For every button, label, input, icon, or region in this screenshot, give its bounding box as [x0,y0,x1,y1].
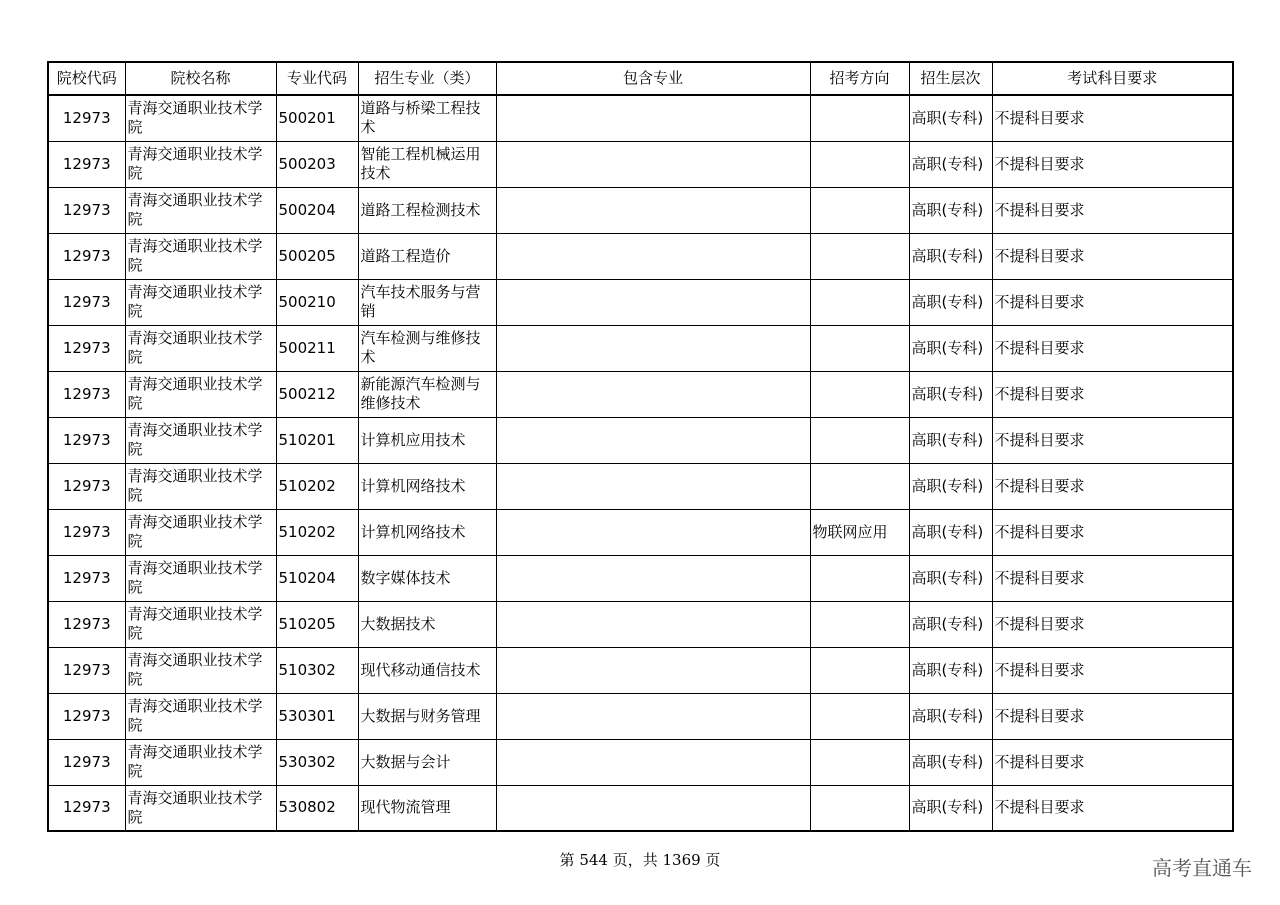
cell-direction [810,371,909,417]
cell-school-code: 12973 [48,187,125,233]
cell-subject-requirement: 不提科目要求 [992,279,1233,325]
cell-school-code: 12973 [48,233,125,279]
table-row [48,555,1233,601]
cell-subject-requirement: 不提科目要求 [992,785,1233,831]
cell-direction [810,693,909,739]
table-row [48,417,1233,463]
cell-included-majors [496,95,810,141]
table-row [48,279,1233,325]
page-number: 第 544 页，共 1369 页 [559,851,721,869]
cell-level: 高职(专科) [909,739,992,785]
cell-school-code: 12973 [48,141,125,187]
cell-school-name: 青海交通职业技术学院 [125,555,276,601]
cell-school-code: 12973 [48,509,125,555]
cell-direction [810,141,909,187]
cell-school-name: 青海交通职业技术学院 [125,371,276,417]
cell-included-majors [496,739,810,785]
cell-subject-requirement: 不提科目要求 [992,141,1233,187]
cell-major-name: 现代移动通信技术 [358,647,496,693]
cell-major-name: 新能源汽车检测与维修技术 [358,371,496,417]
cell-included-majors [496,463,810,509]
cell-direction [810,187,909,233]
cell-major-name: 大数据与财务管理 [358,693,496,739]
table-row [48,187,1233,233]
cell-level: 高职(专科) [909,785,992,831]
cell-school-name: 青海交通职业技术学院 [125,647,276,693]
cell-school-name: 青海交通职业技术学院 [125,739,276,785]
table-row [48,647,1233,693]
table-row [48,601,1233,647]
cell-major-code: 530802 [276,785,358,831]
cell-level: 高职(专科) [909,463,992,509]
cell-school-name: 青海交通职业技术学院 [125,785,276,831]
cell-direction [810,739,909,785]
cell-subject-requirement: 不提科目要求 [992,555,1233,601]
cell-direction [810,555,909,601]
cell-subject-requirement: 不提科目要求 [992,325,1233,371]
cell-major-name: 计算机网络技术 [358,509,496,555]
cell-direction [810,417,909,463]
cell-included-majors [496,693,810,739]
cell-school-name: 青海交通职业技术学院 [125,233,276,279]
cell-school-code: 12973 [48,95,125,141]
cell-major-name: 大数据与会计 [358,739,496,785]
cell-school-name: 青海交通职业技术学院 [125,693,276,739]
cell-school-code: 12973 [48,279,125,325]
table-row [48,95,1233,141]
cell-major-code: 530302 [276,739,358,785]
cell-major-code: 500204 [276,187,358,233]
cell-major-name: 智能工程机械运用技术 [358,141,496,187]
cell-school-name: 青海交通职业技术学院 [125,187,276,233]
cell-school-code: 12973 [48,417,125,463]
cell-included-majors [496,785,810,831]
cell-level: 高职(专科) [909,95,992,141]
cell-major-code: 510204 [276,555,358,601]
cell-direction [810,95,909,141]
cell-school-code: 12973 [48,325,125,371]
cell-direction [810,647,909,693]
cell-major-name: 现代物流管理 [358,785,496,831]
cell-major-name: 计算机应用技术 [358,417,496,463]
cell-subject-requirement: 不提科目要求 [992,233,1233,279]
cell-subject-requirement: 不提科目要求 [992,509,1233,555]
admissions-table [47,61,1234,832]
cell-major-name: 汽车检测与维修技术 [358,325,496,371]
table-row [48,693,1233,739]
cell-level: 高职(专科) [909,141,992,187]
cell-direction [810,325,909,371]
cell-major-code: 510205 [276,601,358,647]
cell-school-name: 青海交通职业技术学院 [125,601,276,647]
header-row [48,62,1233,95]
cell-subject-requirement: 不提科目要求 [992,647,1233,693]
cell-school-name: 青海交通职业技术学院 [125,463,276,509]
cell-major-name: 汽车技术服务与营销 [358,279,496,325]
cell-major-name: 道路工程造价 [358,233,496,279]
header-included-majors: 包含专业 [496,62,810,95]
header-direction: 招考方向 [810,62,909,95]
cell-level: 高职(专科) [909,371,992,417]
cell-included-majors [496,601,810,647]
cell-major-code: 530301 [276,693,358,739]
cell-direction [810,279,909,325]
cell-subject-requirement: 不提科目要求 [992,693,1233,739]
header-school-name: 院校名称 [125,62,276,95]
cell-included-majors [496,555,810,601]
cell-level: 高职(专科) [909,693,992,739]
cell-included-majors [496,141,810,187]
cell-major-code: 510202 [276,463,358,509]
cell-major-code: 500205 [276,233,358,279]
cell-major-name: 道路工程检测技术 [358,187,496,233]
cell-subject-requirement: 不提科目要求 [992,601,1233,647]
cell-level: 高职(专科) [909,233,992,279]
header-level: 招生层次 [909,62,992,95]
cell-subject-requirement: 不提科目要求 [992,417,1233,463]
cell-level: 高职(专科) [909,417,992,463]
cell-school-code: 12973 [48,785,125,831]
cell-major-code: 510202 [276,509,358,555]
cell-school-name: 青海交通职业技术学院 [125,509,276,555]
cell-included-majors [496,279,810,325]
cell-included-majors [496,325,810,371]
cell-school-name: 青海交通职业技术学院 [125,325,276,371]
cell-subject-requirement: 不提科目要求 [992,187,1233,233]
table-row [48,509,1233,555]
cell-level: 高职(专科) [909,279,992,325]
table-row [48,325,1233,371]
header-major-code: 专业代码 [276,62,358,95]
cell-major-name: 道路与桥梁工程技术 [358,95,496,141]
watermark-logo: 高考直通车 [1152,856,1252,880]
cell-school-code: 12973 [48,463,125,509]
cell-major-code: 510302 [276,647,358,693]
cell-school-code: 12973 [48,647,125,693]
cell-included-majors [496,187,810,233]
cell-major-code: 510201 [276,417,358,463]
cell-school-code: 12973 [48,739,125,785]
cell-school-code: 12973 [48,371,125,417]
cell-major-name: 数字媒体技术 [358,555,496,601]
table-row [48,739,1233,785]
cell-school-name: 青海交通职业技术学院 [125,95,276,141]
cell-direction [810,785,909,831]
cell-major-code: 500203 [276,141,358,187]
cell-included-majors [496,647,810,693]
cell-school-code: 12973 [48,555,125,601]
table-row [48,141,1233,187]
cell-major-code: 500210 [276,279,358,325]
cell-school-name: 青海交通职业技术学院 [125,279,276,325]
cell-major-name: 大数据技术 [358,601,496,647]
table-row [48,233,1233,279]
cell-level: 高职(专科) [909,647,992,693]
cell-direction [810,463,909,509]
cell-subject-requirement: 不提科目要求 [992,463,1233,509]
header-school-code: 院校代码 [48,62,125,95]
cell-level: 高职(专科) [909,555,992,601]
cell-major-name: 计算机网络技术 [358,463,496,509]
table-row [48,371,1233,417]
cell-direction: 物联网应用 [810,509,909,555]
cell-subject-requirement: 不提科目要求 [992,95,1233,141]
cell-level: 高职(专科) [909,187,992,233]
cell-subject-requirement: 不提科目要求 [992,371,1233,417]
cell-included-majors [496,233,810,279]
cell-school-name: 青海交通职业技术学院 [125,141,276,187]
cell-school-name: 青海交通职业技术学院 [125,417,276,463]
cell-direction [810,601,909,647]
cell-major-code: 500211 [276,325,358,371]
cell-major-code: 500201 [276,95,358,141]
cell-school-code: 12973 [48,693,125,739]
header-subject-requirement: 考试科目要求 [992,62,1233,95]
cell-included-majors [496,509,810,555]
table-row [48,785,1233,831]
cell-included-majors [496,371,810,417]
cell-level: 高职(专科) [909,325,992,371]
cell-subject-requirement: 不提科目要求 [992,739,1233,785]
cell-direction [810,233,909,279]
cell-included-majors [496,417,810,463]
table-row [48,463,1233,509]
cell-major-code: 500212 [276,371,358,417]
header-major: 招生专业（类） [358,62,496,95]
cell-school-code: 12973 [48,601,125,647]
cell-level: 高职(专科) [909,601,992,647]
cell-level: 高职(专科) [909,509,992,555]
